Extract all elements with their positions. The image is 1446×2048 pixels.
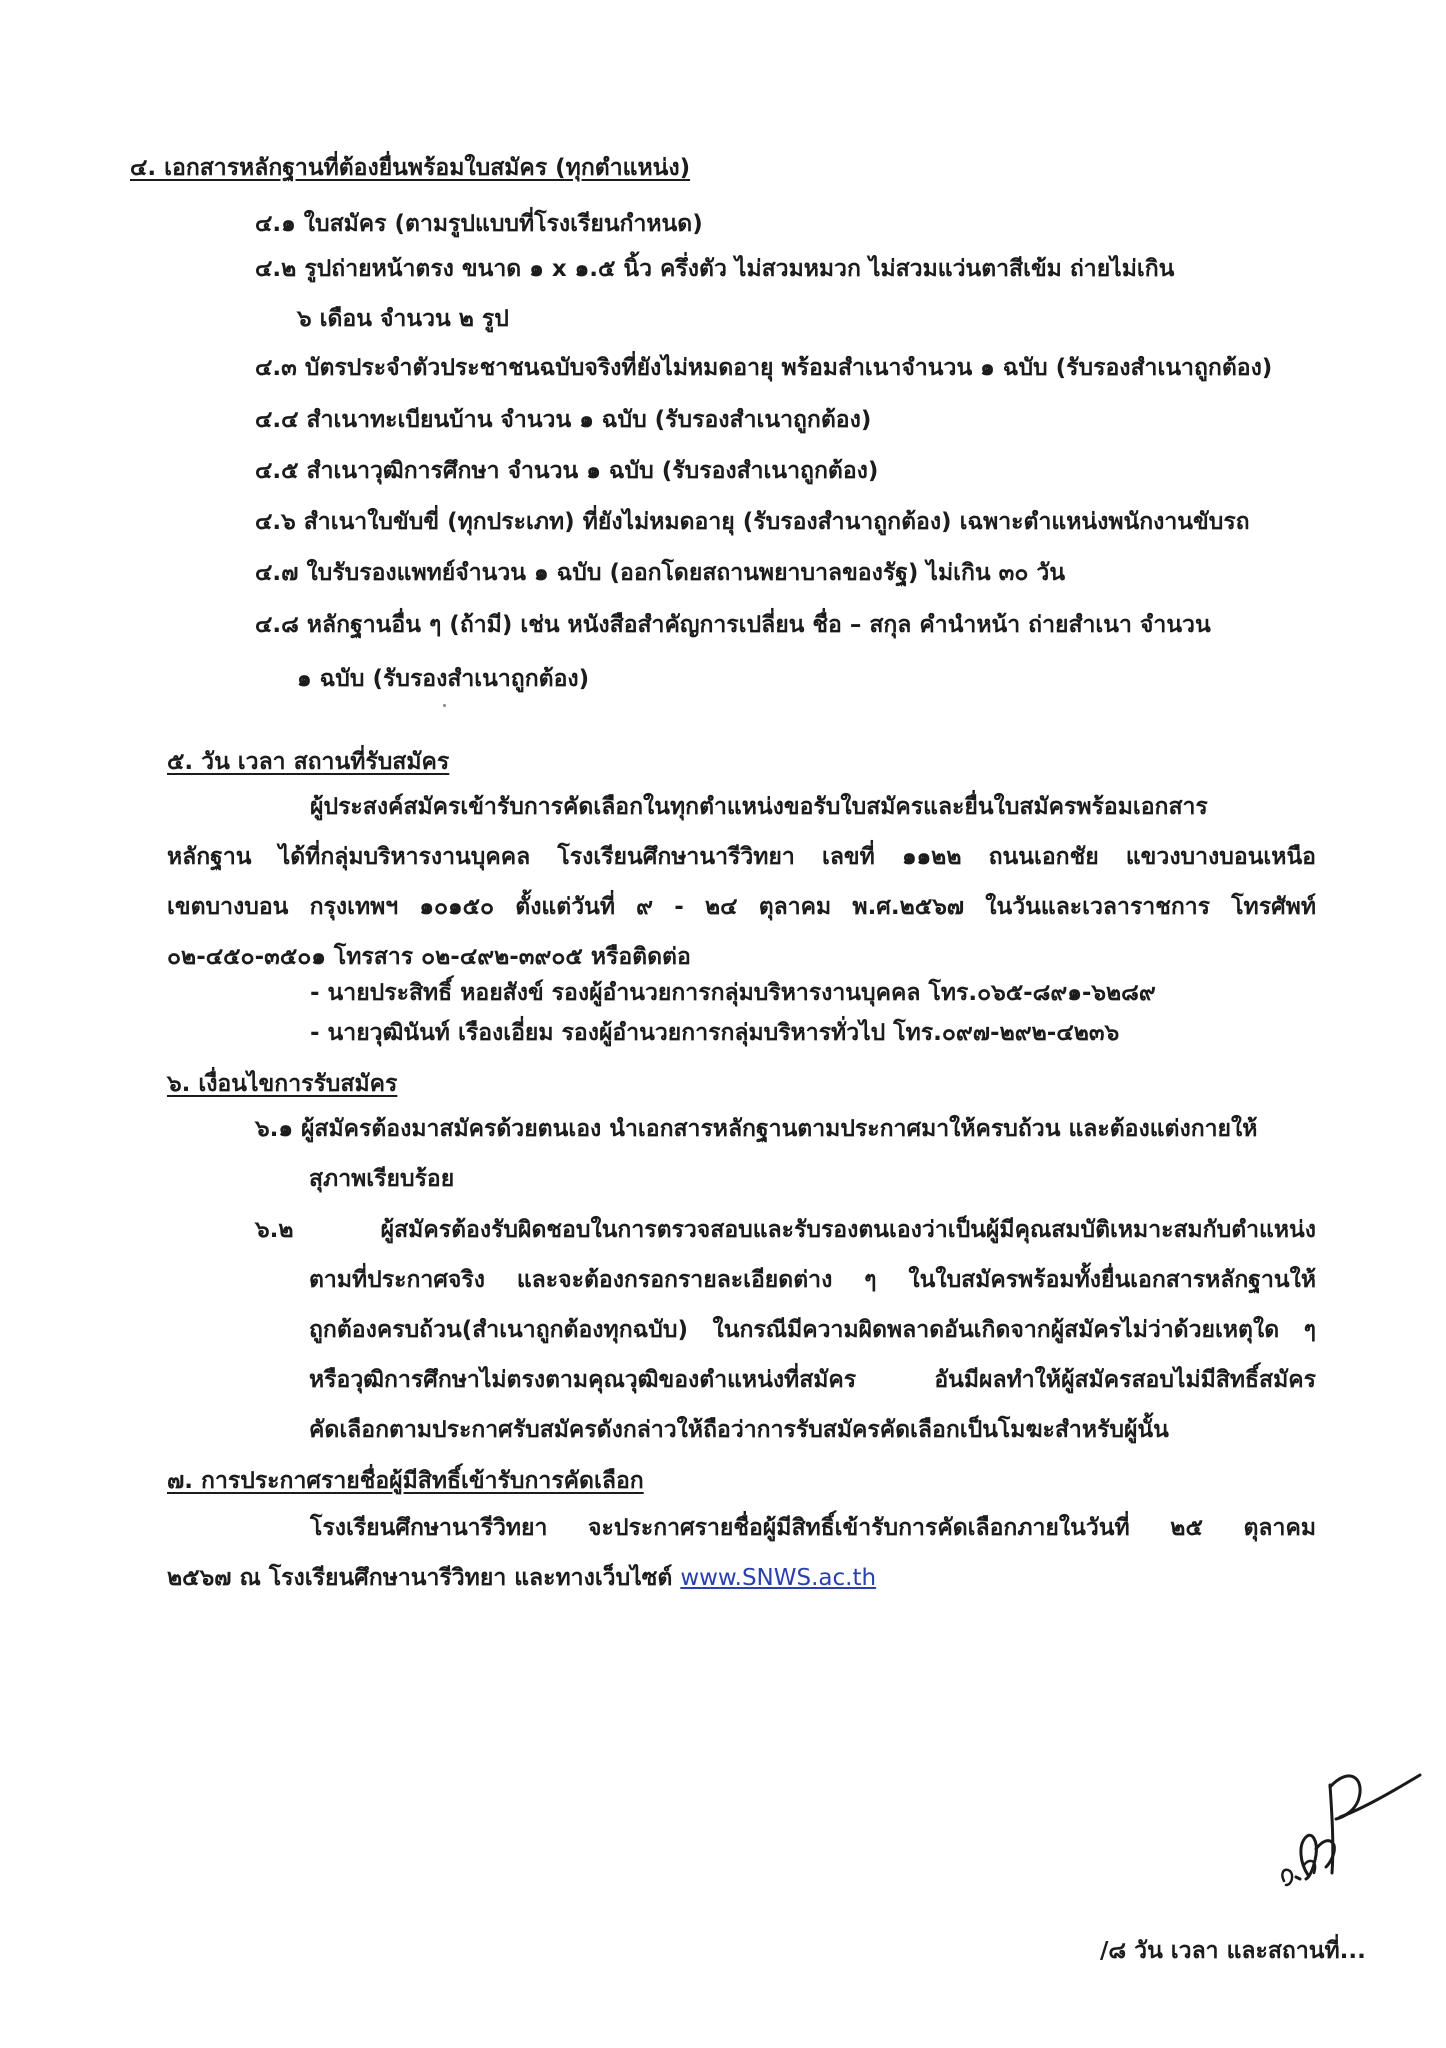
section6-item-2-line-1: ๖.๒ ผู้สมัครต้องรับผิดชอบในการตรวจสอบและรับรองตนเองว่าเป็นผู้มีคุณสมบัติเหมาะสมกับตำแหน่ง — [255, 1217, 1316, 1243]
section4-heading: ๔. เอกสารหลักฐานที่ต้องยื่นพร้อมใบสมัคร (ทุกตำแหน่ง) — [130, 155, 691, 181]
section7-paragraph — [167, 1503, 1316, 1603]
section5-heading: ๕. วัน เวลา สถานที่รับสมัคร — [167, 749, 450, 775]
section6-item-2-line-2: ตามที่ประกาศจริง และจะต้องกรอกรายละเอียดต่าง ๆ ในใบสมัครพร้อมทั้งยื่นเอกสารหลักฐานให้ — [309, 1267, 1316, 1293]
section7-line-2 — [167, 1553, 1316, 1603]
section6-heading: ๖. เงื่อนไขการรับสมัคร — [167, 1071, 398, 1097]
contact-prasit: - นายประสิทธิ์ หอยสังข์ รองผู้อำนวยการกลุ่มบริหารงานบุคคล โทร.๐๖๕-๘๙๑-๖๒๘๙ — [310, 980, 1156, 1006]
section4-item-5: ๔.๕ สำเนาวุฒิการศึกษา จำนวน ๑ ฉบับ (รับรองสำเนาถูกต้อง) — [255, 458, 879, 484]
contact-wuttinan: - นายวุฒินันท์ เรืองเอี่ยม รองผู้อำนวยการกลุ่มบริหารทั่วไป โทร.๐๙๗-๒๙๒-๔๒๓๖ — [310, 1020, 1120, 1046]
section4-item-2-cont: ๖ เดือน จำนวน ๒ รูป — [297, 306, 509, 332]
section5-line-2: หลักฐาน ได้ที่กลุ่มบริหารงานบุคคล โรงเรียนศึกษานารีวิทยา เลขที่ ๑๑๒๒ ถนนเอกชัย แขวงบางบอนเหนือ — [167, 844, 1316, 870]
section5-line-3: เขตบางบอน กรุงเทพฯ ๑๐๑๕๐ ตั้งแต่วันที่ ๙ - ๒๔ ตุลาคม พ.ศ.๒๕๖๗ ในวันและเวลาราชการ โทรศัพท์ — [167, 894, 1316, 920]
section6-item-1-line-1: ๖.๑ ผู้สมัครต้องมาสมัครด้วยตนเอง นำเอกสารหลักฐานตามประกาศมาให้ครบถ้วน และต้องแต่งกายให้ — [255, 1116, 1258, 1142]
section6-item-2 — [255, 1205, 1316, 1455]
section6-item-2-line-5: คัดเลือกตามประกาศรับสมัครดังกล่าวให้ถือว่าการรับสมัครคัดเลือกเป็นโมฆะสำหรับผู้นั้น — [309, 1417, 1169, 1443]
section5-line-1: ผู้ประสงค์สมัครเข้ารับการคัดเลือกในทุกตำแหน่งขอรับใบสมัครและยื่นใบสมัครพร้อมเอกสาร — [310, 794, 1208, 820]
section6-item-1 — [255, 1104, 1316, 1204]
section6-item-2-line-4: หรือวุฒิการศึกษาไม่ตรงตามคุณวุฒิของตำแหน่งที่สมัคร อันมีผลทำให้ผู้สมัครสอบไม่มีสิทธิ์สมัคร — [309, 1367, 1316, 1393]
section4-item-4: ๔.๔ สำเนาทะเบียนบ้าน จำนวน ๑ ฉบับ (รับรองสำเนาถูกต้อง) — [255, 407, 872, 433]
section5-paragraph — [167, 782, 1316, 982]
section4-item-8: ๔.๘ หลักฐานอื่น ๆ (ถ้ามี) เช่น หนังสือสำคัญการเปลี่ยน ชื่อ – สกุล คำนำหน้า ถ่ายสำเนา จำนวน — [255, 612, 1211, 638]
footer-continuation: /๘ วัน เวลา และสถานที่... — [1100, 1938, 1366, 1964]
section4-item-2: ๔.๒ รูปถ่ายหน้าตรง ขนาด ๑ x ๑.๕ นิ้ว ครึ่งตัว ไม่สวมหมวก ไม่สวมแว่นตาสีเข้ม ถ่ายไม่เกิน — [255, 256, 1175, 282]
section6-item-1-line-2: สุภาพเรียบร้อย — [309, 1166, 455, 1192]
handwritten-signature — [1270, 1745, 1440, 1895]
section4-item-3: ๔.๓ บัตรประจำตัวประชาชนฉบับจริงที่ยังไม่หมดอายุ พร้อมสำเนาจำนวน ๑ ฉบับ (รับรองสำเนาถูกต้อง) — [255, 355, 1273, 381]
section7-heading: ๗. การประกาศรายชื่อผู้มีสิทธิ์เข้ารับการคัดเลือก — [167, 1468, 644, 1494]
section4-item-8-cont: ๑ ฉบับ (รับรองสำเนาถูกต้อง) — [297, 666, 590, 692]
section4-item-1: ๔.๑ ใบสมัคร (ตามรูปแบบที่โรงเรียนกำหนด) — [255, 211, 703, 237]
section7-line-2-text: ๒๕๖๗ ณ โรงเรียนศึกษานารีวิทยา และทางเว็บไซต์ — [167, 1565, 681, 1591]
section5-line-4: ๐๒-๔๕๐-๓๕๐๑ โทรสาร ๐๒-๔๙๒-๓๙๐๕ หรือติดต่อ — [167, 944, 691, 970]
website-link[interactable]: www.SNWS.ac.th — [680, 1565, 877, 1591]
scan-speck — [443, 704, 446, 707]
section4-item-6: ๔.๖ สำเนาใบขับขี่ (ทุกประเภท) ที่ยังไม่หมดอายุ (รับรองสำนาถูกต้อง) เฉพาะตำแหน่งพนักงานขับรถ — [255, 509, 1250, 535]
section7-line-1: โรงเรียนศึกษานารีวิทยา จะประกาศรายชื่อผู้มีสิทธิ์เข้ารับการคัดเลือกภายในวันที่ ๒๕ ตุลาคม — [310, 1515, 1316, 1541]
section4-item-7: ๔.๗ ใบรับรองแพทย์จำนวน ๑ ฉบับ (ออกโดยสถานพยาบาลของรัฐ) ไม่เกิน ๓๐ วัน — [255, 560, 1066, 586]
section6-item-2-line-3: ถูกต้องครบถ้วน(สำเนาถูกต้องทุกฉบับ) ในกรณีมีความผิดพลาดอันเกิดจากผู้สมัครไม่ว่าด้วยเหตุใด ๆ — [309, 1317, 1316, 1343]
